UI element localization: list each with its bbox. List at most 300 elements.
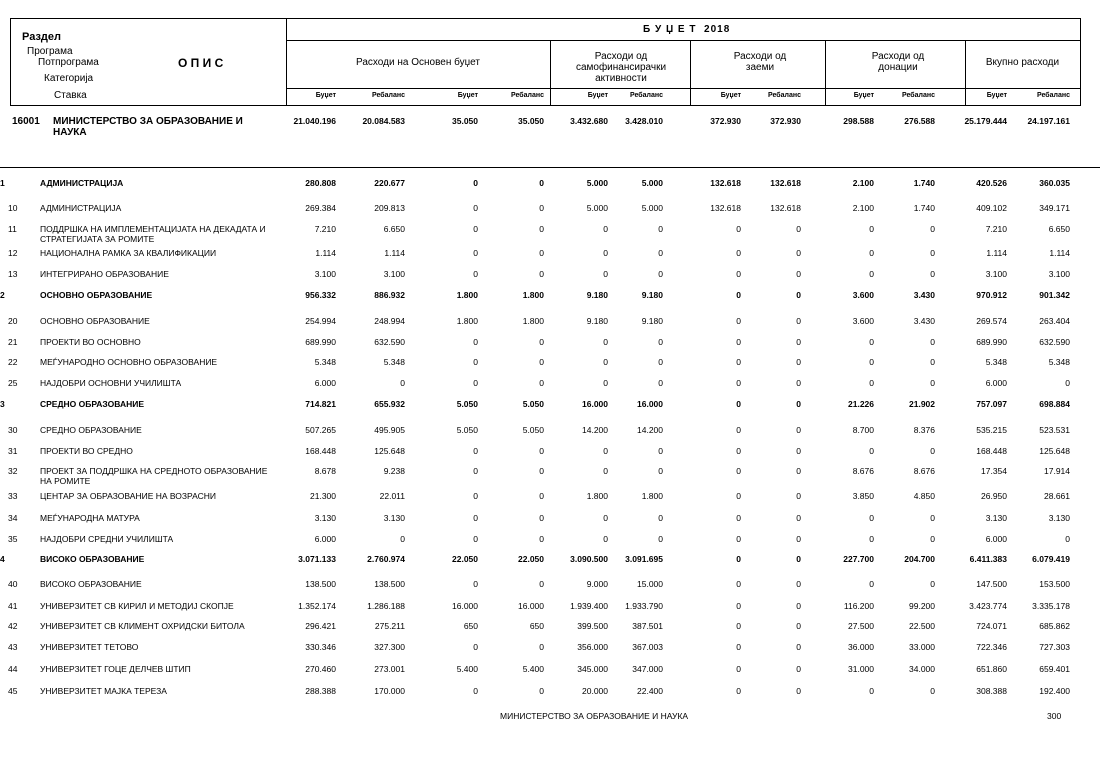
stavka-label: Ставка xyxy=(54,90,87,101)
row-value: 387.501 xyxy=(632,621,663,631)
row-description: СРЕДНО ОБРАЗОВАНИЕ xyxy=(40,399,145,409)
row-value: 0 xyxy=(736,248,741,258)
row-code: 21 xyxy=(8,337,18,347)
row-value: 0 xyxy=(930,357,935,367)
row-value: 22.011 xyxy=(379,491,405,501)
row-description: ИНТЕГРИРАНО ОБРАЗОВАНИЕ xyxy=(40,269,169,279)
row-value: 0 xyxy=(539,269,544,279)
subprogram-row xyxy=(0,248,1108,264)
row-value: 5.000 xyxy=(586,178,608,188)
row-description: МЕЃУНАРОДНО ОСНОВНО ОБРАЗОВАНИЕ xyxy=(40,357,218,367)
row-value: 0 xyxy=(736,224,741,234)
row-value: 280.808 xyxy=(305,178,336,188)
row-value: 269.384 xyxy=(305,203,336,213)
row-value: 0 xyxy=(796,513,801,523)
row-value: 0 xyxy=(796,337,801,347)
row-value: 0 xyxy=(869,378,874,388)
row-value: 1.740 xyxy=(913,203,935,213)
row-description: УНИВЕРЗИТЕТ ГОЦЕ ДЕЛЧЕВ ШТИП xyxy=(40,664,191,674)
row-value: 0 xyxy=(796,446,801,456)
row-value: 507.265 xyxy=(305,425,336,435)
row-value: 0 xyxy=(539,248,544,258)
ministry-total-value: 3.428.010 xyxy=(625,116,663,126)
row-value: 0 xyxy=(869,269,874,279)
row-value: 3.430 xyxy=(913,316,935,326)
row-value: 5.000 xyxy=(586,203,608,213)
row-value: 0 xyxy=(796,664,801,674)
row-value: 0 xyxy=(539,224,544,234)
row-value: 3.130 xyxy=(985,513,1007,523)
row-value: 0 xyxy=(539,446,544,456)
row-value: 0 xyxy=(473,357,478,367)
row-value: 0 xyxy=(473,337,478,347)
row-value: 21.902 xyxy=(909,399,935,409)
row-code: 42 xyxy=(8,621,18,631)
row-code: 1 xyxy=(0,178,5,188)
row-value: 0 xyxy=(473,269,478,279)
row-value: 0 xyxy=(796,534,801,544)
row-value: 0 xyxy=(539,513,544,523)
subprogram-row xyxy=(0,664,1108,680)
row-code: 43 xyxy=(8,642,18,652)
row-value: 5.050 xyxy=(522,425,544,435)
row-value: 0 xyxy=(736,399,741,409)
row-value: 0 xyxy=(796,224,801,234)
subprogram-row xyxy=(0,203,1108,219)
row-code: 2 xyxy=(0,290,5,300)
row-value: 970.912 xyxy=(976,290,1007,300)
group-header-osnoven: Расходи на Основен буџет xyxy=(356,57,480,68)
row-value: 9.180 xyxy=(641,290,663,300)
subprogram-row xyxy=(0,642,1108,658)
row-value: 1.800 xyxy=(586,491,608,501)
footer-ministry: МИНИСТЕРСТВО ЗА ОБРАЗОВАНИЕ И НАУКА xyxy=(500,711,689,721)
razdel-label: Раздел xyxy=(22,31,61,43)
row-value: 2.760.974 xyxy=(367,554,405,564)
row-value: 327.300 xyxy=(374,642,405,652)
row-value: 0 xyxy=(539,203,544,213)
row-value: 0 xyxy=(473,248,478,258)
row-description: ПРОЕКТИ ВО СРЕДНО xyxy=(40,446,133,456)
subprogram-row xyxy=(0,621,1108,637)
row-value: 16.000 xyxy=(452,601,478,611)
row-description: НАЈДОБРИ СРЕДНИ УЧИЛИШТА xyxy=(40,534,174,544)
row-value: 132.618 xyxy=(770,178,801,188)
subheader-rebalans: Ребаланс xyxy=(630,92,663,99)
row-value: 20.000 xyxy=(582,686,608,696)
row-value: 5.348 xyxy=(383,357,405,367)
row-value: 209.813 xyxy=(374,203,405,213)
subheader-line xyxy=(286,88,1080,89)
row-value: 0 xyxy=(930,446,935,456)
row-code: 12 xyxy=(8,248,18,258)
row-value: 273.001 xyxy=(374,664,405,674)
subheader-rebalans: Ребаланс xyxy=(902,92,935,99)
row-value: 28.661 xyxy=(1044,491,1070,501)
row-code: 20 xyxy=(8,316,18,326)
row-value: 22.400 xyxy=(637,686,663,696)
ministry-total-value: 25.179.444 xyxy=(964,116,1007,126)
row-value: 9.180 xyxy=(641,316,663,326)
row-value: 125.648 xyxy=(374,446,405,456)
row-code: 10 xyxy=(8,203,18,213)
row-value: 33.000 xyxy=(909,642,935,652)
row-value: 0 xyxy=(473,378,478,388)
row-value: 8.700 xyxy=(852,425,874,435)
row-value: 6.411.383 xyxy=(969,554,1007,564)
ministry-total-value: 372.930 xyxy=(770,116,801,126)
row-value: 0 xyxy=(603,224,608,234)
row-value: 21.300 xyxy=(310,491,336,501)
header-bottom-border xyxy=(10,105,1080,106)
row-value: 651.860 xyxy=(976,664,1007,674)
row-value: 0 xyxy=(796,378,801,388)
row-value: 0 xyxy=(539,178,544,188)
row-value: 6.000 xyxy=(314,378,336,388)
row-value: 0 xyxy=(473,446,478,456)
row-value: 1.800 xyxy=(456,316,478,326)
row-value: 9.180 xyxy=(586,316,608,326)
row-value: 0 xyxy=(400,378,405,388)
row-value: 204.700 xyxy=(904,554,935,564)
row-value: 27.500 xyxy=(848,621,874,631)
row-description: МЕЃУНАРОДНА МАТУРА xyxy=(40,513,140,523)
row-value: 0 xyxy=(1065,534,1070,544)
row-value: 0 xyxy=(796,621,801,631)
row-value: 0 xyxy=(930,686,935,696)
row-value: 0 xyxy=(473,466,478,476)
row-value: 0 xyxy=(603,269,608,279)
row-value: 138.500 xyxy=(305,579,336,589)
row-value: 15.000 xyxy=(637,579,663,589)
row-value: 1.114 xyxy=(1049,248,1070,258)
row-value: 399.500 xyxy=(577,621,608,631)
row-value: 0 xyxy=(539,491,544,501)
row-value: 495.905 xyxy=(374,425,405,435)
row-value: 0 xyxy=(603,357,608,367)
row-value: 16.000 xyxy=(582,399,608,409)
row-value: 1.800 xyxy=(456,290,478,300)
row-description: АДМИНИСТРАЦИЈА xyxy=(40,203,122,213)
row-value: 275.211 xyxy=(374,621,405,631)
row-value: 2.100 xyxy=(852,178,874,188)
row-value: 689.990 xyxy=(976,337,1007,347)
row-value: 0 xyxy=(869,224,874,234)
row-value: 1.800 xyxy=(641,491,663,501)
row-value: 1.933.790 xyxy=(625,601,663,611)
row-value: 308.388 xyxy=(976,686,1007,696)
row-value: 3.100 xyxy=(383,269,405,279)
row-value: 650 xyxy=(529,621,544,631)
row-code: 11 xyxy=(8,224,17,234)
row-value: 1.114 xyxy=(384,248,405,258)
row-value: 0 xyxy=(796,425,801,435)
row-value: 1.800 xyxy=(522,290,544,300)
row-value: 0 xyxy=(796,248,801,258)
row-value: 0 xyxy=(658,269,663,279)
row-value: 5.000 xyxy=(641,178,663,188)
row-value: 0 xyxy=(796,269,801,279)
row-value: 5.050 xyxy=(456,425,478,435)
subprogram-row xyxy=(0,337,1108,353)
row-value: 7.210 xyxy=(314,224,336,234)
subprogram-row xyxy=(0,316,1108,332)
row-value: 0 xyxy=(796,316,801,326)
subheader-budget: Буџет xyxy=(315,92,336,99)
row-value: 409.102 xyxy=(976,203,1007,213)
subheader-rebalans: Ребаланс xyxy=(511,92,544,99)
row-code: 30 xyxy=(8,425,18,435)
row-value: 22.050 xyxy=(518,554,544,564)
row-value: 17.914 xyxy=(1044,466,1070,476)
subheader-budget: Буџет xyxy=(853,92,874,99)
row-value: 22.050 xyxy=(452,554,478,564)
row-value: 0 xyxy=(796,642,801,652)
row-value: 9.000 xyxy=(586,579,608,589)
opis-label: О П И С xyxy=(178,56,224,70)
row-value: 0 xyxy=(473,579,478,589)
subprogram-row xyxy=(0,601,1108,617)
row-description: УНИВЕРЗИТЕТ СВ КЛИМЕНТ ОХРИДСКИ БИТОЛА xyxy=(40,621,245,631)
row-value: 0 xyxy=(736,378,741,388)
row-value: 6.000 xyxy=(314,534,336,544)
row-code: 33 xyxy=(8,491,18,501)
row-value: 724.071 xyxy=(976,621,1007,631)
row-value: 168.448 xyxy=(976,446,1007,456)
subprogram-row xyxy=(0,446,1108,462)
row-code: 34 xyxy=(8,513,18,523)
row-value: 330.346 xyxy=(305,642,336,652)
row-value: 0 xyxy=(473,178,478,188)
row-value: 3.423.774 xyxy=(969,601,1007,611)
row-value: 14.200 xyxy=(637,425,663,435)
row-value: 0 xyxy=(736,357,741,367)
row-value: 132.618 xyxy=(710,203,741,213)
row-value: 347.000 xyxy=(632,664,663,674)
row-value: 0 xyxy=(539,337,544,347)
row-value: 17.354 xyxy=(981,466,1007,476)
row-value: 0 xyxy=(736,290,741,300)
row-value: 0 xyxy=(539,534,544,544)
row-value: 0 xyxy=(796,601,801,611)
row-value: 1.740 xyxy=(913,178,935,188)
row-value: 1.800 xyxy=(522,316,544,326)
row-code: 25 xyxy=(8,378,18,388)
subprogram-row xyxy=(0,224,1108,244)
row-value: 3.130 xyxy=(314,513,336,523)
row-description: НАЈДОБРИ ОСНОВНИ УЧИЛИШТА xyxy=(40,378,182,388)
row-value: 0 xyxy=(796,290,801,300)
row-value: 0 xyxy=(736,534,741,544)
row-value: 0 xyxy=(930,534,935,544)
program-row xyxy=(0,178,1108,194)
row-value: 0 xyxy=(796,491,801,501)
row-value: 0 xyxy=(869,513,874,523)
row-value: 6.079.419 xyxy=(1032,554,1070,564)
row-value: 16.000 xyxy=(518,601,544,611)
row-value: 3.850 xyxy=(852,491,874,501)
row-value: 0 xyxy=(869,357,874,367)
row-value: 0 xyxy=(796,466,801,476)
row-value: 3.335.178 xyxy=(1032,601,1070,611)
section-divider xyxy=(0,167,1100,168)
row-value: 757.097 xyxy=(976,399,1007,409)
row-value: 3.430 xyxy=(913,290,935,300)
row-value: 5.348 xyxy=(314,357,336,367)
row-value: 3.100 xyxy=(314,269,336,279)
program-row xyxy=(0,290,1108,306)
row-value: 0 xyxy=(658,378,663,388)
row-value: 0 xyxy=(930,248,935,258)
row-value: 0 xyxy=(736,686,741,696)
row-value: 1.939.400 xyxy=(570,601,608,611)
row-value: 0 xyxy=(1065,378,1070,388)
row-value: 3.600 xyxy=(852,316,874,326)
row-code: 41 xyxy=(8,601,18,611)
row-value: 698.884 xyxy=(1039,399,1070,409)
ministry-total-value: 20.084.583 xyxy=(362,116,405,126)
row-value: 886.932 xyxy=(374,290,405,300)
row-value: 659.401 xyxy=(1039,664,1070,674)
row-value: 0 xyxy=(603,337,608,347)
row-value: 0 xyxy=(658,337,663,347)
row-code: 35 xyxy=(8,534,18,544)
row-value: 99.200 xyxy=(909,601,935,611)
row-code: 22 xyxy=(8,357,18,367)
row-value: 147.500 xyxy=(976,579,1007,589)
row-value: 5.400 xyxy=(456,664,478,674)
ministry-total-value: 372.930 xyxy=(710,116,741,126)
row-value: 0 xyxy=(796,399,801,409)
ministry-total-value: 276.588 xyxy=(904,116,935,126)
subheader-budget: Буџет xyxy=(457,92,478,99)
row-value: 0 xyxy=(658,224,663,234)
row-description: НАЦИОНАЛНА РАМКА ЗА КВАЛИФИКАЦИИ xyxy=(40,248,217,258)
subprogram-row xyxy=(0,579,1108,595)
row-description: ПРОЕКТИ ВО ОСНОВНО xyxy=(40,337,141,347)
row-value: 0 xyxy=(539,686,544,696)
row-value: 0 xyxy=(736,466,741,476)
row-value: 3.071.133 xyxy=(298,554,336,564)
group-header-vkupno: Вкупно расходи xyxy=(985,57,1060,68)
row-value: 0 xyxy=(539,466,544,476)
ministry-total-value: 24.197.161 xyxy=(1027,116,1070,126)
row-value: 367.003 xyxy=(632,642,663,652)
row-value: 254.994 xyxy=(305,316,336,326)
row-code: 4 xyxy=(0,554,5,564)
row-description: ВИСОКО ОБРАЗОВАНИЕ xyxy=(40,554,145,564)
row-value: 138.500 xyxy=(374,579,405,589)
subprogram-row xyxy=(0,491,1108,507)
row-value: 0 xyxy=(473,203,478,213)
row-value: 125.648 xyxy=(1039,446,1070,456)
row-value: 2.100 xyxy=(852,203,874,213)
subprogram-row xyxy=(0,466,1108,486)
row-value: 0 xyxy=(736,579,741,589)
subprogram-row xyxy=(0,534,1108,550)
row-value: 6.650 xyxy=(1048,224,1070,234)
subheader-budget: Буџет xyxy=(986,92,1007,99)
row-value: 3.130 xyxy=(383,513,405,523)
subprogram-row xyxy=(0,686,1108,702)
ministry-code: 16001 xyxy=(12,116,40,127)
row-value: 6.000 xyxy=(985,378,1007,388)
row-value: 901.342 xyxy=(1039,290,1070,300)
row-value: 0 xyxy=(869,248,874,258)
row-value: 0 xyxy=(603,534,608,544)
row-value: 3.090.500 xyxy=(570,554,608,564)
row-value: 3.091.695 xyxy=(625,554,663,564)
row-value: 0 xyxy=(930,337,935,347)
row-value: 7.210 xyxy=(985,224,1007,234)
row-value: 0 xyxy=(736,621,741,631)
ministry-total-value: 35.050 xyxy=(452,116,478,126)
row-value: 0 xyxy=(658,357,663,367)
program-row xyxy=(0,554,1108,570)
row-value: 0 xyxy=(930,269,935,279)
row-value: 0 xyxy=(539,357,544,367)
row-value: 0 xyxy=(473,513,478,523)
row-value: 0 xyxy=(736,337,741,347)
subheader-rebalans: Ребаланс xyxy=(768,92,801,99)
row-value: 8.676 xyxy=(852,466,874,476)
row-value: 714.821 xyxy=(305,399,336,409)
row-value: 296.421 xyxy=(305,621,336,631)
potprograma-label: Потпрограма xyxy=(38,57,99,68)
row-value: 0 xyxy=(658,513,663,523)
row-description: ОСНОВНО ОБРАЗОВАНИЕ xyxy=(40,290,153,300)
row-value: 727.303 xyxy=(1039,642,1070,652)
row-value: 21.226 xyxy=(848,399,874,409)
group-header-samofinansirachki: Расходи од самофинансирачки активности xyxy=(575,51,667,84)
row-value: 3.130 xyxy=(1048,513,1070,523)
ministry-name: МИНИСТЕРСТВО ЗА ОБРАЗОВАНИЕ И НАУКА xyxy=(53,116,243,138)
row-description: ПОДДРШКА НА ИМПЛЕМЕНТАЦИЈАТА НА ДЕКАДАТА И СТРАТЕГИЈАТА ЗА РОМИТЕ xyxy=(40,224,266,244)
header-left-border xyxy=(10,18,11,106)
row-value: 349.171 xyxy=(1039,203,1070,213)
programa-label: Програма xyxy=(27,46,73,57)
row-value: 356.000 xyxy=(577,642,608,652)
row-value: 0 xyxy=(539,378,544,388)
row-value: 168.448 xyxy=(305,446,336,456)
row-value: 0 xyxy=(796,579,801,589)
row-value: 0 xyxy=(658,446,663,456)
row-value: 650 xyxy=(463,621,478,631)
row-value: 0 xyxy=(736,491,741,501)
row-value: 4.850 xyxy=(913,491,935,501)
row-value: 0 xyxy=(796,686,801,696)
subheader-budget: Буџет xyxy=(720,92,741,99)
row-value: 288.388 xyxy=(305,686,336,696)
row-value: 1.352.174 xyxy=(298,601,336,611)
row-value: 0 xyxy=(930,579,935,589)
row-value: 132.618 xyxy=(710,178,741,188)
header-right-border xyxy=(1080,18,1081,106)
row-value: 420.526 xyxy=(976,178,1007,188)
row-description: ЦЕНТАР ЗА ОБРАЗОВАНИЕ НА ВОЗРАСНИ xyxy=(40,491,216,501)
row-value: 5.348 xyxy=(985,357,1007,367)
row-value: 5.000 xyxy=(641,203,663,213)
row-value: 0 xyxy=(869,579,874,589)
row-value: 26.950 xyxy=(981,491,1007,501)
row-value: 1.114 xyxy=(315,248,336,258)
subheader-rebalans: Ребаланс xyxy=(372,92,405,99)
row-value: 0 xyxy=(539,642,544,652)
ministry-total-value: 21.040.196 xyxy=(293,116,336,126)
row-value: 523.531 xyxy=(1039,425,1070,435)
row-value: 9.238 xyxy=(383,466,405,476)
row-value: 5.050 xyxy=(522,399,544,409)
